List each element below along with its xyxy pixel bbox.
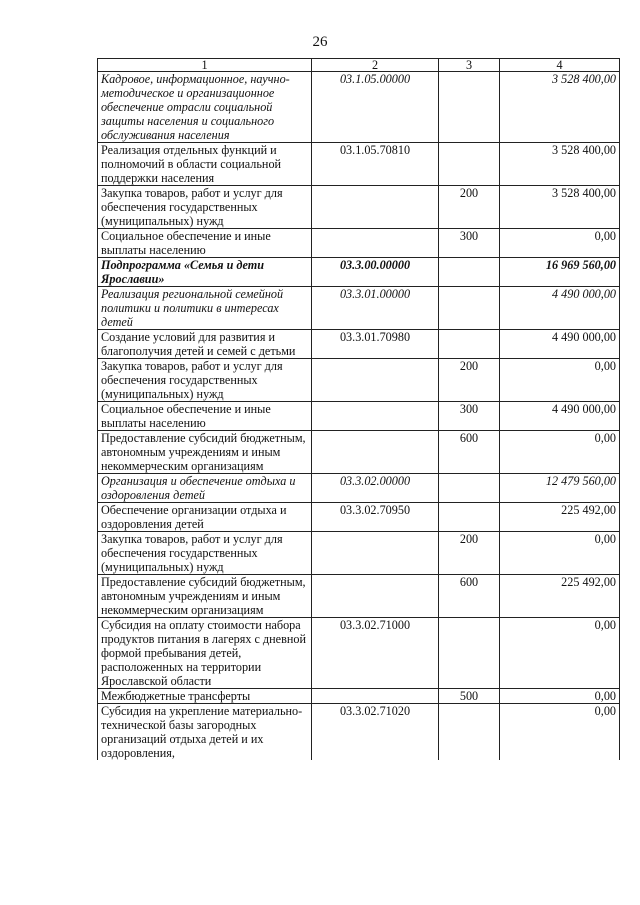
row-name-cell: Субсидия на оплату стоимости набора продуктов питания в лагерях с дневной формой пребывания детей, расположенных на территории Ярославской области xyxy=(98,618,312,689)
table-row xyxy=(98,229,620,258)
row-name-cell: Создание условий для развития и благополучия детей и семей с детьми xyxy=(98,330,312,359)
row-name-cell: Закупка товаров, работ и услуг для обеспечения государственных (муниципальных) нужд xyxy=(98,359,312,402)
row-type-cell xyxy=(439,503,500,532)
table-row xyxy=(98,402,620,431)
row-amount-cell: 0,00 xyxy=(500,532,620,575)
row-name-cell: Обеспечение организации отдыха и оздоровления детей xyxy=(98,503,312,532)
row-code-cell: 03.3.01.00000 xyxy=(312,287,439,330)
row-amount-cell: 0,00 xyxy=(500,359,620,402)
row-type-cell xyxy=(439,704,500,761)
row-amount-cell: 4 490 000,00 xyxy=(500,402,620,431)
row-name-cell: Организация и обеспечение отдыха и оздоровления детей xyxy=(98,474,312,503)
column-header: 1 xyxy=(98,59,312,72)
row-amount-cell: 4 490 000,00 xyxy=(500,287,620,330)
row-name-cell: Подпрограмма «Семья и дети Ярославии» xyxy=(98,258,312,287)
row-name-cell: Социальное обеспечение и иные выплаты населению xyxy=(98,229,312,258)
row-name-cell: Социальное обеспечение и иные выплаты населению xyxy=(98,402,312,431)
row-amount-cell: 0,00 xyxy=(500,229,620,258)
row-amount-cell: 0,00 xyxy=(500,431,620,474)
row-code-cell: 03.1.05.70810 xyxy=(312,143,439,186)
row-name-cell: Предоставление субсидий бюджетным, автономным учреждениям и иным некоммерческим организациям xyxy=(98,575,312,618)
row-type-cell xyxy=(439,72,500,143)
row-amount-cell: 12 479 560,00 xyxy=(500,474,620,503)
row-type-cell xyxy=(439,474,500,503)
row-type-cell: 200 xyxy=(439,186,500,229)
row-name-cell: Закупка товаров, работ и услуг для обеспечения государственных (муниципальных) нужд xyxy=(98,186,312,229)
table-row xyxy=(98,474,620,503)
row-type-cell xyxy=(439,258,500,287)
row-name-cell: Закупка товаров, работ и услуг для обеспечения государственных (муниципальных) нужд xyxy=(98,532,312,575)
column-header: 4 xyxy=(500,59,620,72)
row-type-cell: 300 xyxy=(439,229,500,258)
row-code-cell: 03.3.02.70950 xyxy=(312,503,439,532)
row-amount-cell: 4 490 000,00 xyxy=(500,330,620,359)
row-code-cell: 03.3.02.71020 xyxy=(312,704,439,761)
row-code-cell xyxy=(312,186,439,229)
table-row xyxy=(98,359,620,402)
row-code-cell xyxy=(312,229,439,258)
column-header: 2 xyxy=(312,59,439,72)
row-code-cell xyxy=(312,431,439,474)
row-code-cell xyxy=(312,689,439,704)
row-type-cell xyxy=(439,143,500,186)
row-amount-cell: 0,00 xyxy=(500,704,620,761)
row-name-cell: Реализация региональной семейной политики и политики в интересах детей xyxy=(98,287,312,330)
row-type-cell: 200 xyxy=(439,359,500,402)
row-type-cell xyxy=(439,618,500,689)
table-row xyxy=(98,72,620,143)
table-row xyxy=(98,575,620,618)
row-name-cell: Кадровое, информационное, научно-методическое и организационное обеспечение отрасли социальной защиты населения и социального обслуживания населения xyxy=(98,72,312,143)
row-code-cell xyxy=(312,532,439,575)
row-code-cell: 03.3.02.00000 xyxy=(312,474,439,503)
table-row xyxy=(98,330,620,359)
row-name-cell: Реализация отдельных функций и полномочий в области социальной поддержки населения xyxy=(98,143,312,186)
row-name-cell: Предоставление субсидий бюджетным, автономным учреждениям и иным некоммерческим организациям xyxy=(98,431,312,474)
row-type-cell: 600 xyxy=(439,431,500,474)
table-row xyxy=(98,287,620,330)
row-amount-cell: 3 528 400,00 xyxy=(500,72,620,143)
table-row xyxy=(98,186,620,229)
row-amount-cell: 225 492,00 xyxy=(500,575,620,618)
row-type-cell: 200 xyxy=(439,532,500,575)
row-amount-cell: 3 528 400,00 xyxy=(500,143,620,186)
table-row xyxy=(98,503,620,532)
column-header: 3 xyxy=(439,59,500,72)
row-code-cell xyxy=(312,575,439,618)
row-type-cell xyxy=(439,330,500,359)
table-header-row xyxy=(98,59,620,72)
table-row xyxy=(98,143,620,186)
row-type-cell xyxy=(439,287,500,330)
budget-table xyxy=(97,58,620,760)
row-name-cell: Субсидия на укрепление материально-технической базы загородных организаций отдыха детей и их оздоровления, xyxy=(98,704,312,761)
row-type-cell: 300 xyxy=(439,402,500,431)
row-amount-cell: 16 969 560,00 xyxy=(500,258,620,287)
row-code-cell xyxy=(312,402,439,431)
page-number: 26 xyxy=(312,34,328,50)
table-row xyxy=(98,258,620,287)
row-type-cell: 600 xyxy=(439,575,500,618)
row-name-cell: Межбюджетные трансферты xyxy=(98,689,312,704)
row-amount-cell: 0,00 xyxy=(500,689,620,704)
table-row xyxy=(98,431,620,474)
table-row xyxy=(98,618,620,689)
table-row xyxy=(98,532,620,575)
row-amount-cell: 0,00 xyxy=(500,618,620,689)
table-body xyxy=(98,72,620,761)
row-code-cell: 03.3.00.00000 xyxy=(312,258,439,287)
row-code-cell xyxy=(312,359,439,402)
row-code-cell: 03.3.02.71000 xyxy=(312,618,439,689)
table-row xyxy=(98,704,620,761)
row-amount-cell: 3 528 400,00 xyxy=(500,186,620,229)
table-row xyxy=(98,689,620,704)
row-code-cell: 03.3.01.70980 xyxy=(312,330,439,359)
row-amount-cell: 225 492,00 xyxy=(500,503,620,532)
row-code-cell: 03.1.05.00000 xyxy=(312,72,439,143)
row-type-cell: 500 xyxy=(439,689,500,704)
